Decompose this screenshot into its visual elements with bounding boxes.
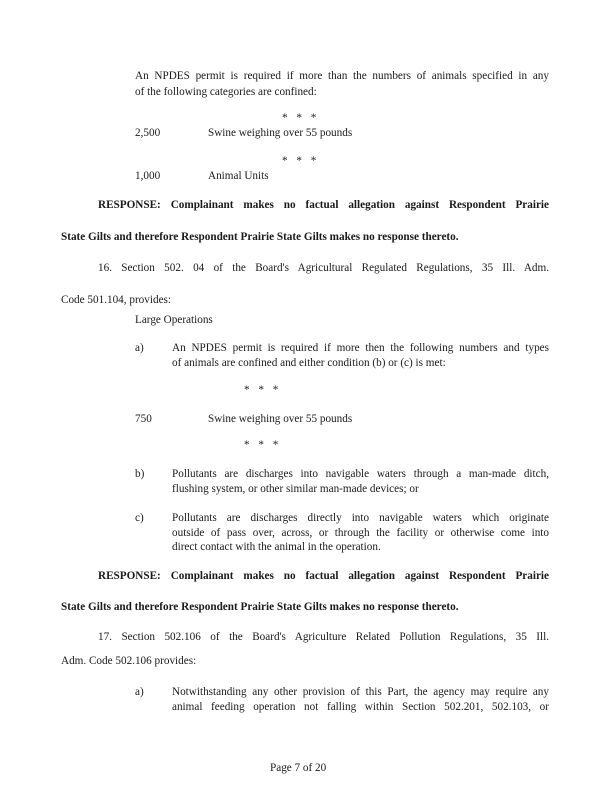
block1-row1-number: 2,500 xyxy=(135,127,161,139)
large-ops-b-label: b) xyxy=(135,468,145,480)
block1-row1-text: Swine weighing over 55 pounds xyxy=(208,127,353,139)
response2-line2: State Gilts and therefore Respondent Prairie State Gilts makes no response thereto. xyxy=(61,601,459,613)
large-ops-c-line1: Pollutants are discharges directly into navigable waters which originate xyxy=(172,512,549,524)
block1-line1: An NPDES permit is required if more than the numbers of animals specified in any xyxy=(135,70,549,82)
large-ops-b-line1: Pollutants are discharges into navigable waters through a man-made ditch, xyxy=(172,468,549,480)
large-ops-a-line1: An NPDES permit is required if more then the following numbers and types xyxy=(172,342,549,354)
large-ops-c-line3: direct contact with the animal in the operation. xyxy=(172,541,381,553)
large-ops-a-label: a) xyxy=(135,342,144,354)
large-operations-heading: Large Operations xyxy=(135,314,213,326)
large-ops-c-line2: outside of pass over, across, or through the facility or otherwise come into xyxy=(172,527,549,539)
large-ops-row-text: Swine weighing over 55 pounds xyxy=(208,413,353,425)
page-number: Page 7 of 20 xyxy=(270,762,327,774)
block1-stars-1: * * * xyxy=(282,112,320,124)
para17-a-line2: animal feeding operation not falling within Section 502.201, 502.103, or xyxy=(172,701,549,713)
large-ops-stars-2: * * * xyxy=(244,439,282,451)
block1-stars-2: * * * xyxy=(282,155,320,167)
para16-line2: Code 501.104, provides: xyxy=(61,294,172,306)
block1-line2: of the following categories are confined: xyxy=(135,86,317,98)
response2-line1: RESPONSE: Complainant makes no factual allegation against Respondent Prairie xyxy=(98,570,549,582)
response1-line2: State Gilts and therefore Respondent Prairie State Gilts makes no response thereto. xyxy=(61,231,459,243)
response1-line1: RESPONSE: Complainant makes no factual allegation against Respondent Prairie xyxy=(98,199,549,211)
large-ops-c-label: c) xyxy=(135,512,144,524)
large-ops-stars-1: * * * xyxy=(244,384,282,396)
para17-a-line1: Notwithstanding any other provision of this Part, the agency may require any xyxy=(172,686,549,698)
block1-row2-text: Animal Units xyxy=(208,170,269,182)
large-ops-row-number: 750 xyxy=(135,413,152,425)
large-ops-a-line2: of animals are confined and either condition (b) or (c) is met: xyxy=(172,357,446,369)
block1-row2-number: 1,000 xyxy=(135,170,161,182)
para16-line1: 16. Section 502. 04 of the Board's Agricultural Regulated Regulations, 35 Ill. Adm. xyxy=(98,262,549,274)
para17-a-label: a) xyxy=(135,686,144,698)
para17-line2: Adm. Code 502.106 provides: xyxy=(61,655,197,667)
large-ops-b-line2: flushing system, or other similar man-made devices; or xyxy=(172,483,419,495)
para17-line1: 17. Section 502.106 of the Board's Agriculture Related Pollution Regulations, 35 Ill. xyxy=(98,631,549,643)
